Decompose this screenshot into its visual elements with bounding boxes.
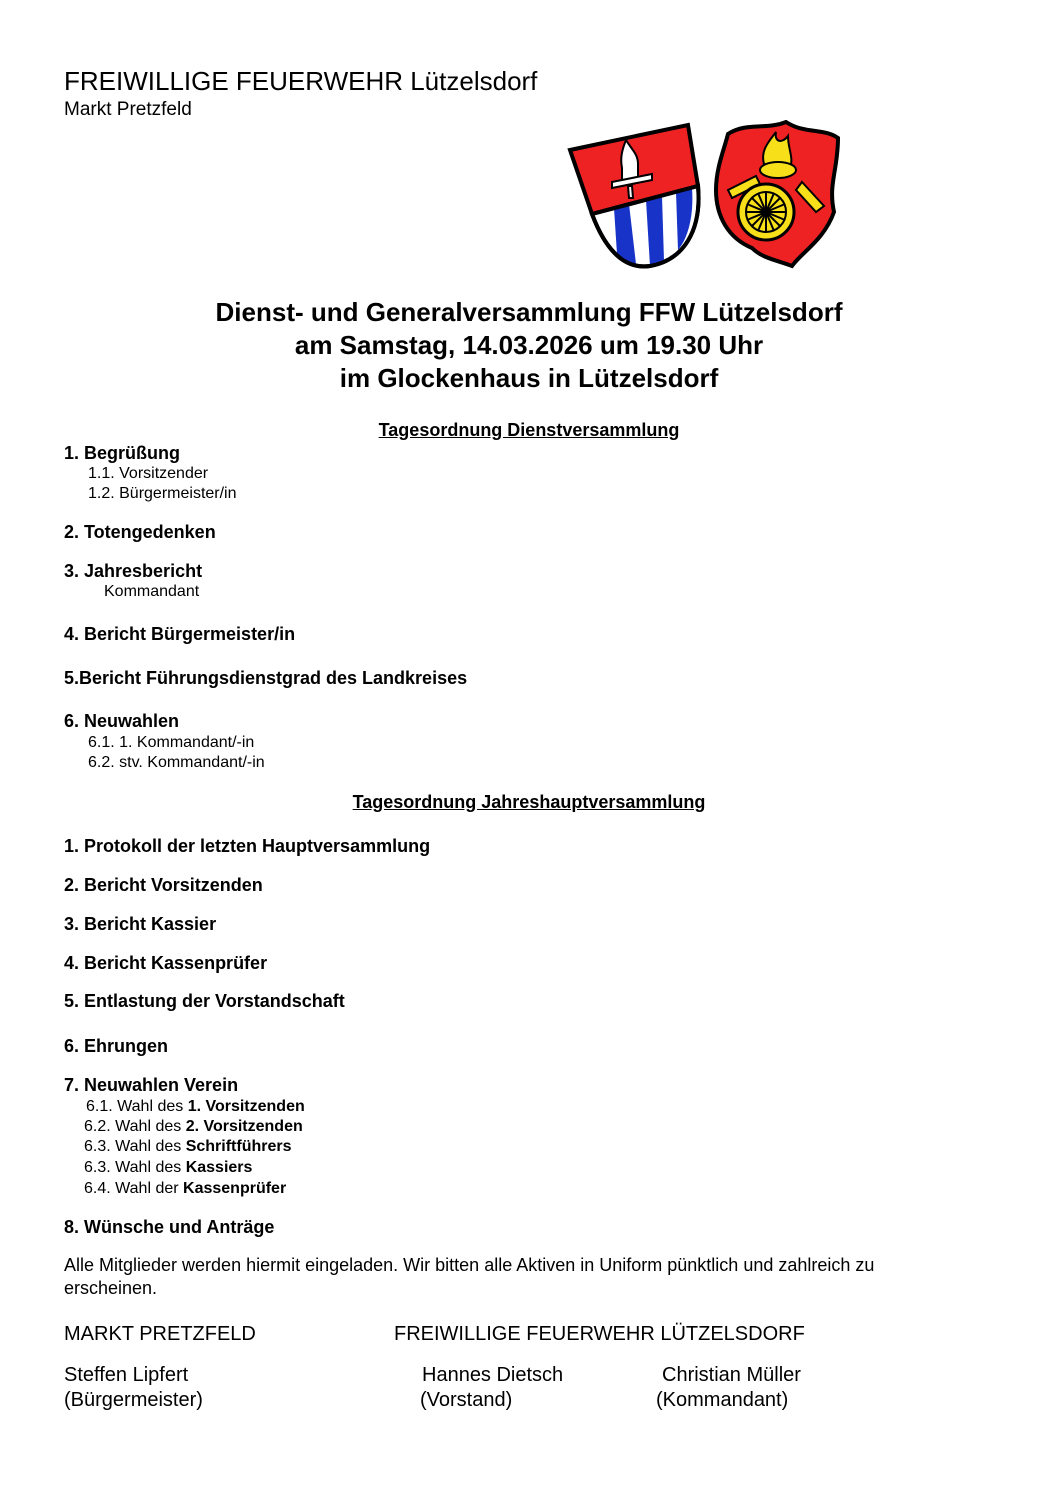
annual-item-5: 5. Entlastung der Vorstandschaft — [64, 991, 345, 1011]
duty-item-1-sub-1: 1.1. Vorsitzender — [88, 465, 209, 482]
headline-line-2: am Samstag, 14.03.2026 um 19.30 Uhr — [294, 330, 764, 360]
annual-item-7-sub-3: 6.3. Wahl des Schriftführers — [84, 1138, 292, 1155]
fire-brigade-coat-of-arms-icon — [716, 122, 838, 266]
annual-item-3: 3. Bericht Kassier — [64, 914, 217, 934]
duty-item-1: 1. Begrüßung — [64, 443, 180, 463]
duty-item-6-sub-2: 6.2. stv. Kommandant/-in — [88, 754, 265, 771]
duty-item-3-sub-1: Kommandant — [104, 583, 200, 600]
annual-item-2: 2. Bericht Vorsitzenden — [64, 875, 263, 895]
municipal-coat-of-arms-icon — [570, 125, 699, 266]
org-title: FREIWILLIGE FEUERWEHR Lützelsdorf — [64, 66, 538, 96]
coats-of-arms — [566, 120, 842, 272]
annual-item-7-sub-5: 6.4. Wahl der Kassenprüfer — [84, 1180, 287, 1197]
duty-item-4: 4. Bericht Bürgermeister/in — [64, 624, 296, 644]
annual-item-8: 8. Wünsche und Anträge — [64, 1217, 275, 1237]
headline-line-1: Dienst- und Generalversammlung FFW Lützelsdorf — [215, 297, 843, 327]
annual-item-4: 4. Bericht Kassenprüfer — [64, 953, 268, 973]
annual-item-7-sub-2: 6.2. Wahl des 2. Vorsitzenden — [84, 1118, 303, 1135]
annual-item-7-sub-1: 6.1. Wahl des 1. Vorsitzenden — [86, 1098, 305, 1115]
section-heading-duty: Tagesordnung Dienstversammlung — [378, 420, 680, 440]
annual-item-6: 6. Ehrungen — [64, 1036, 169, 1056]
section-heading-annual: Tagesordnung Jahreshauptversammlung — [352, 792, 706, 812]
duty-item-6: 6. Neuwahlen — [64, 711, 180, 731]
signer-3-name: Christian Müller — [662, 1364, 801, 1386]
duty-item-1-sub-2: 1.2. Bürgermeister/in — [88, 485, 237, 502]
signer-1-role: (Bürgermeister) — [64, 1389, 203, 1411]
annual-item-7: 7. Neuwahlen Verein — [64, 1075, 239, 1095]
closing-invitation: Alle Mitglieder werden hiermit eingeladen. Wir bitten alle Aktiven in Uniform pünktlich und zahlreich zu erscheinen. — [64, 1255, 875, 1298]
duty-item-3: 3. Jahresbericht — [64, 561, 203, 581]
signature-org-left: MARKT PRETZFELD — [64, 1323, 256, 1345]
annual-item-7-sub-4: 6.3. Wahl des Kassiers — [84, 1159, 253, 1176]
duty-item-5: 5.Bericht Führungsdienstgrad des Landkreises — [64, 668, 468, 688]
signer-1-name: Steffen Lipfert — [64, 1364, 189, 1386]
signature-org-right: FREIWILLIGE FEUERWEHR LÜTZELSDORF — [394, 1323, 805, 1345]
municipality-name: Markt Pretzfeld — [64, 99, 192, 120]
signer-2-role: (Vorstand) — [420, 1389, 513, 1411]
signer-3-role: (Kommandant) — [656, 1389, 789, 1411]
signer-2-name: Hannes Dietsch — [422, 1364, 564, 1386]
annual-item-1: 1. Protokoll der letzten Hauptversammlung — [64, 836, 431, 856]
duty-item-6-sub-1: 6.1. 1. Kommandant/-in — [88, 734, 255, 751]
headline-line-3: im Glockenhaus in Lützelsdorf — [339, 363, 719, 393]
duty-item-2: 2. Totengedenken — [64, 522, 216, 542]
